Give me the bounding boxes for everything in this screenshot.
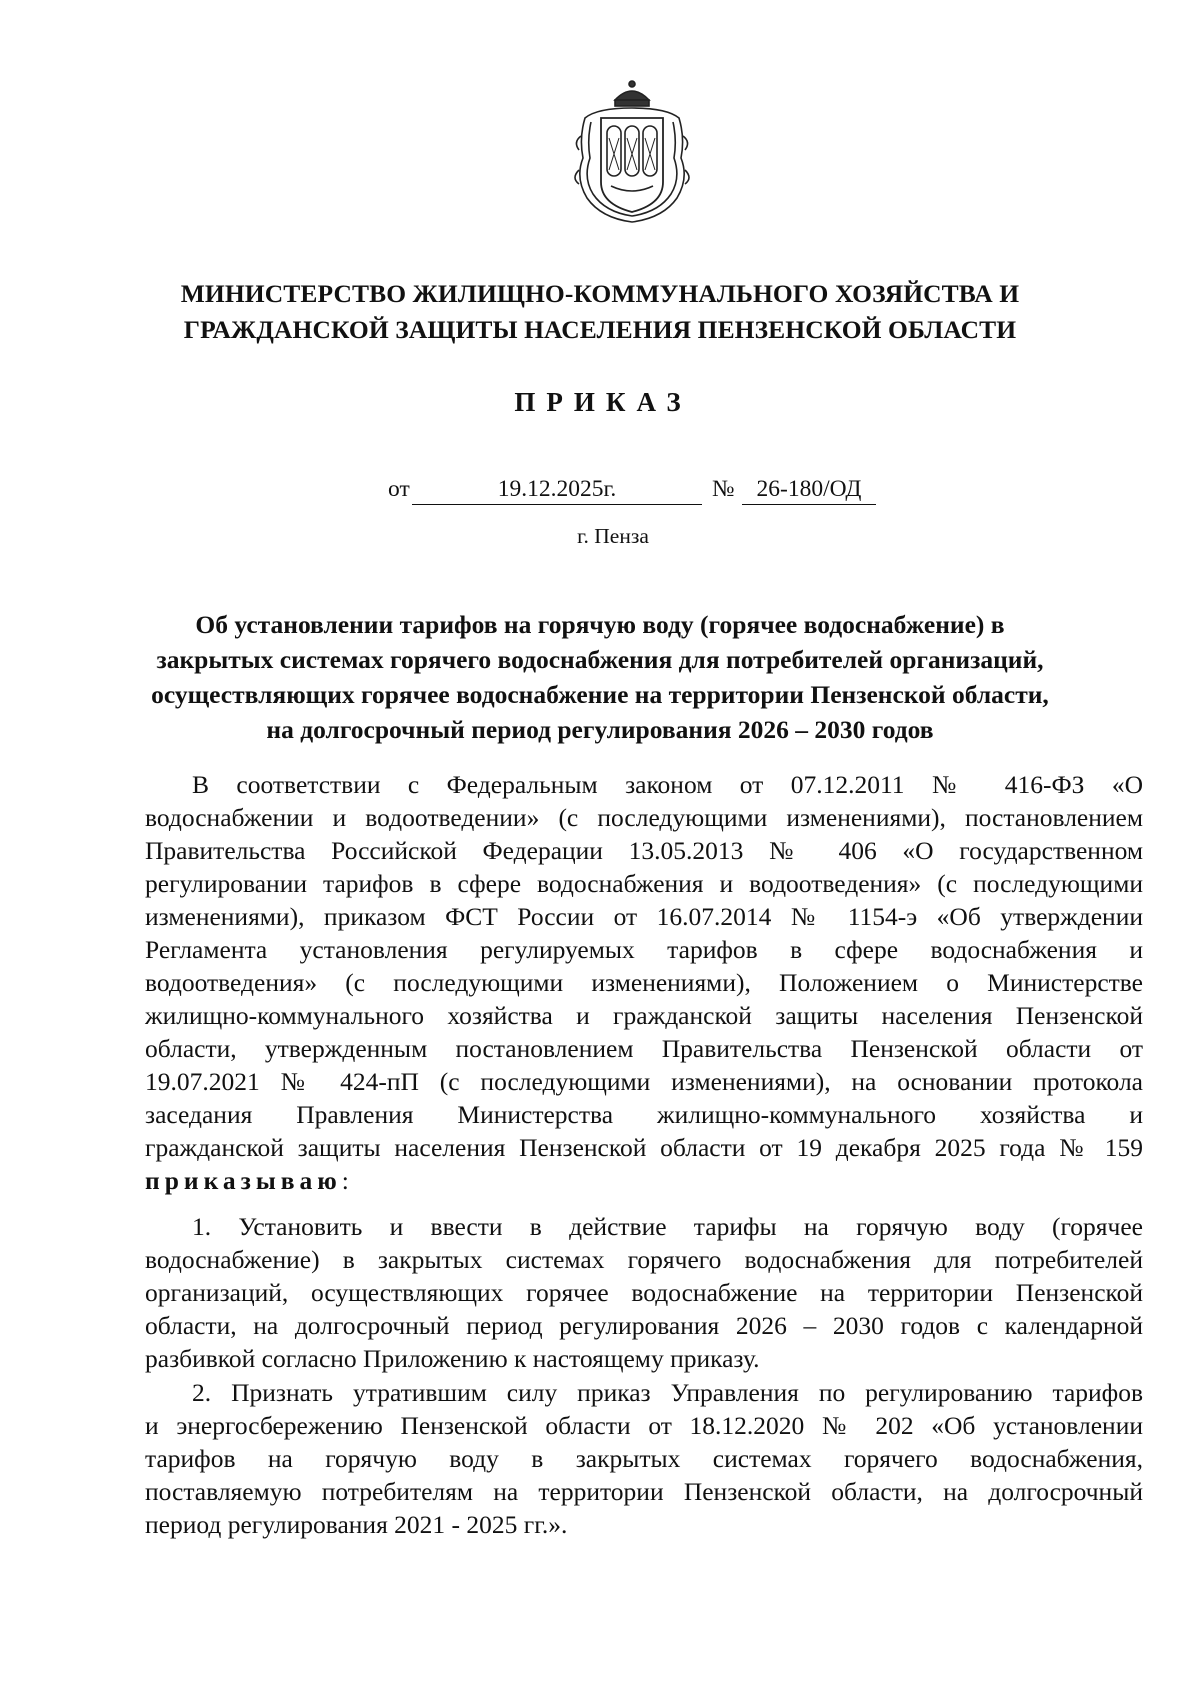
subject-line: осуществляющих горячее водоснабжение на территории Пензенской области,: [151, 680, 1049, 709]
preamble-line: В соответствии с Федеральным законом от 07.12.2011 № 416-ФЗ «О: [192, 770, 1143, 799]
preamble-line: заседания Правления Министерства жилищно-коммунального хозяйства и: [145, 1100, 1143, 1129]
clause-2-line: 2. Признать утратившим силу приказ Управления по регулированию тарифов: [192, 1378, 1143, 1407]
preamble-line: жилищно-коммунального хозяйства и гражданской защиты населения Пензенской: [145, 1001, 1143, 1030]
clause-2-line: период регулирования 2021 - 2025 гг.».: [145, 1510, 568, 1539]
preamble-line: водоотведения» (с последующими изменениями), Положением о Министерстве: [145, 968, 1143, 997]
ministry-name-line2: ГРАЖДАНСКОЙ ЗАЩИТЫ НАСЕЛЕНИЯ ПЕНЗЕНСКОЙ ОБЛАСТИ: [183, 315, 1017, 344]
clause-1-line: области, на долгосрочный период регулирования 2026 – 2030 годов с календарной: [145, 1311, 1143, 1340]
preamble-line: 19.07.2021 № 424-пП (с последующими изменениями), на основании протокола: [145, 1067, 1143, 1096]
preamble-line: изменениями), приказом ФСТ России от 16.07.2014 № 1154-э «Об утверждении: [145, 902, 1143, 931]
ministry-name-line1: МИНИСТЕРСТВО ЖИЛИЩНО-КОММУНАЛЬНОГО ХОЗЯЙСТВА И: [180, 279, 1020, 308]
clause-1-line: водоснабжение) в закрытых системах горячего водоснабжения для потребителей: [145, 1245, 1143, 1274]
preamble-line: гражданской защиты населения Пензенской области от 19 декабря 2025 года № 159: [145, 1133, 1143, 1162]
clause-1-line: разбивкой согласно Приложению к настоящему приказу.: [145, 1344, 760, 1373]
subject-line: Об установлении тарифов на горячую воду (горячее водоснабжение) в: [195, 610, 1005, 639]
preamble-line: Регламента установления регулируемых тарифов в сфере водоснабжения и: [145, 935, 1143, 964]
subject-line: на долгосрочный период регулирования 2026 – 2030 годов: [266, 715, 934, 744]
preamble-line: регулировании тарифов в сфере водоснабжения и водоотведения» (с последующими: [145, 869, 1143, 898]
decree-line: [145, 1164, 1143, 1197]
clause-2-line: тарифов на горячую воду в закрытых системах горячего водоснабжения,: [145, 1444, 1143, 1473]
order-title: ПРИКАЗ: [514, 387, 692, 417]
coat-of-arms-icon: [571, 78, 693, 224]
clause-1-line: 1. Установить и ввести в действие тарифы на горячую воду (горячее: [192, 1212, 1143, 1241]
date-label: от: [388, 476, 410, 502]
clause-1-line: организаций, осуществляющих горячее водоснабжение на территории Пензенской: [145, 1278, 1143, 1307]
preamble-line: водоснабжении и водоотведении» (с последующими изменениями), постановлением: [145, 803, 1143, 832]
order-city: г. Пенза: [577, 524, 649, 548]
decree-colon: :: [341, 1166, 349, 1195]
subject-line: закрытых системах горячего водоснабжения для потребителей организаций,: [156, 645, 1044, 674]
clause-2-line: и энергосбережению Пензенской области от 18.12.2020 № 202 «Об установлении: [145, 1411, 1143, 1440]
clause-2-line: поставляемую потребителям на территории Пензенской области, на долгосрочный: [145, 1477, 1143, 1506]
preamble-line: Правительства Российской Федерации 13.05.2013 № 406 «О государственном: [145, 836, 1143, 865]
order-date: 19.12.2025г.: [412, 474, 702, 505]
preamble-line: области, утвержденным постановлением Правительства Пензенской области от: [145, 1034, 1143, 1063]
number-label: №: [712, 476, 735, 502]
order-number: 26-180/ОД: [742, 474, 876, 505]
decree-word: приказываю: [145, 1166, 342, 1195]
